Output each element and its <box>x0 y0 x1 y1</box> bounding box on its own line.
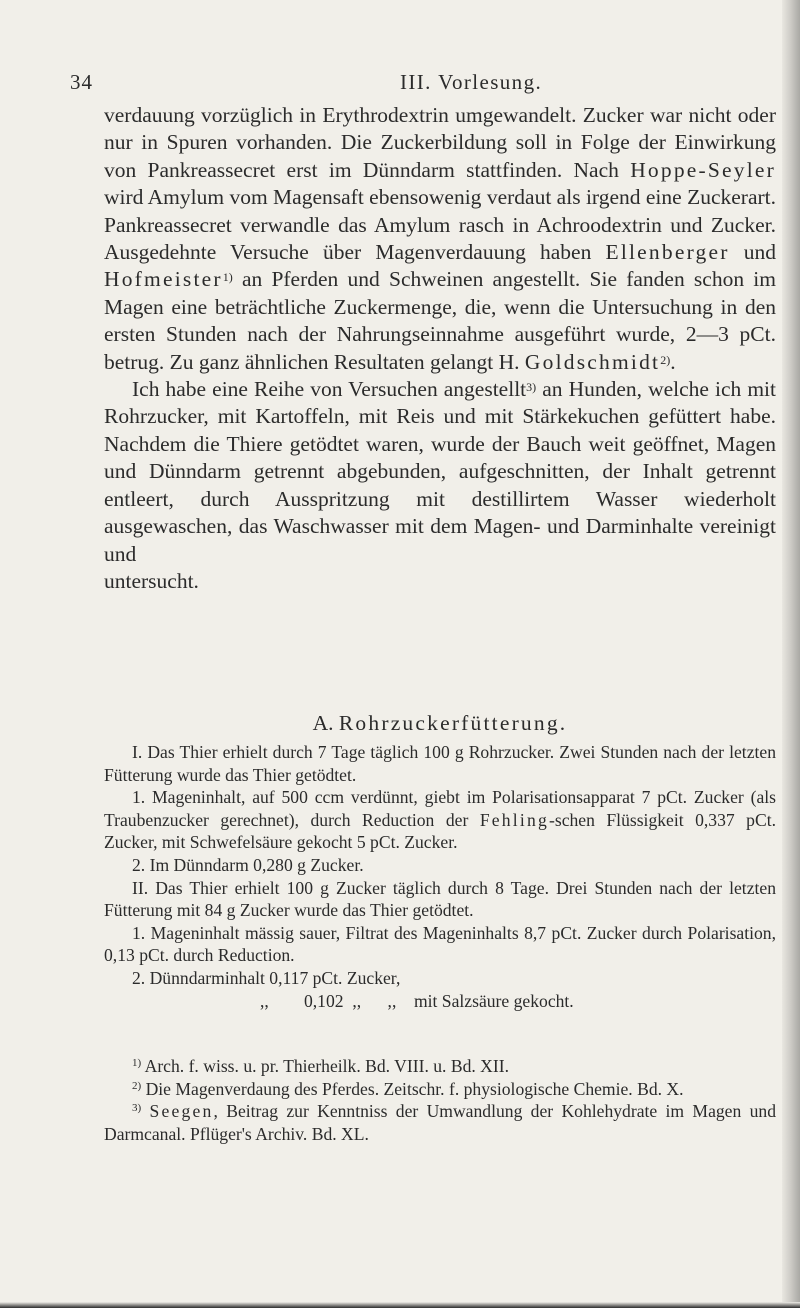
text-run: Ich habe eine Reihe von Versuchen angestellt <box>132 377 527 402</box>
author-name: Seegen <box>149 1101 214 1122</box>
author-name: Fehling <box>479 809 549 830</box>
footnote-text: Arch. f. wiss. u. pr. Thierheilk. Bd. VIII. u. Bd. XII. <box>144 1056 509 1076</box>
section-letter: A. <box>312 711 334 735</box>
footnote-marker: 3) <box>132 1102 142 1115</box>
page-bottom-edge <box>0 1302 800 1308</box>
paragraph-1 <box>104 102 776 376</box>
footnote-reference: 1) <box>222 270 233 285</box>
footnote-2 <box>104 1078 776 1101</box>
experiment-2-item-1: 1. Mageninhalt mässig sauer, Filtrat des Mageninhalts 8,7 pCt. Zucker durch Polarisation, 0,13 pCt. durch Reduction. <box>104 922 776 966</box>
text-run: -schen Flüssigkeit 0,337 pCt. Zucker, mit Schwefelsäure gekocht 5 pCt. Zucker. <box>104 809 777 853</box>
author-name: Ellenberger <box>605 240 730 265</box>
text-run: wird Amylum vom Magensaft ebensowenig verdaut als irgend eine Zuckerart. Pankreassecret verwandle das Amylum rasch in Achroodextrin und Zucker. Ausgedehnte Versuche über Magenverdauung haben <box>104 185 776 265</box>
paragraph-2 <box>104 376 776 595</box>
page-edge-shadow <box>782 0 800 1308</box>
section-heading <box>104 711 776 736</box>
experiment-2: II. Das Thier erhielt 100 g Zucker täglich durch 8 Tage. Drei Stunden nach der letzten Fütterung mit 84 g Zucker wurde das Thier getödtet. <box>104 877 776 921</box>
footnote-text: Die Magenverdaung des Pferdes. Zeitschr. f. physiologische Chemie. Bd. X. <box>145 1078 684 1099</box>
experiment-1: I. Das Thier erhielt durch 7 Tage täglich 100 g Rohrzucker. Zwei Stunden nach der letzten Fütterung wurde das Thier getödtet. <box>104 742 776 785</box>
footnotes <box>104 1055 776 1145</box>
experiment-1-item-2: 2. Im Dünndarm 0,280 g Zucker. <box>132 854 364 875</box>
text-run: 1. Mageninhalt, auf 500 ccm verdünnt, giebt im Polarisationsapparat 7 pCt. Zucker (als Traubenzucker gerechnet), durch Reduction der <box>104 787 776 830</box>
text-run: und <box>743 240 777 265</box>
author-name: Hoppe-Seyler <box>630 157 776 182</box>
footnote-marker: 2) <box>132 1079 142 1092</box>
footnote-3 <box>104 1100 776 1145</box>
experiment-2-item-3: ,, 0,102 ,, ,, mit Salzsäure gekocht. <box>260 990 574 1011</box>
experiment-1-item-1 <box>104 786 776 854</box>
running-head: III. Vorlesung. <box>400 70 543 94</box>
section-title: Rohrzuckerfütterung. <box>338 711 568 735</box>
footnote-reference: 2) <box>660 352 671 367</box>
footnote-reference: 3) <box>526 380 537 395</box>
text-run: an Pferden und Schweinen angestellt. Sie fanden schon im Magen eine beträchtliche Zuckermenge, die, wenn die Untersuchung in den ersten Stunden nach der Nahrungseinnahme ausgeführt wurde, 2—3 pCt. betrug. Zu ganz ähnlichen Resultaten gelangt H. <box>104 267 776 374</box>
experiment-records <box>104 741 776 1012</box>
author-name: Goldschmidt <box>524 349 661 374</box>
text-run: untersucht. <box>104 568 199 593</box>
text-run: . <box>670 349 676 374</box>
text-run: an Hunden, welche ich mit Rohrzucker, mit Kartoffeln, mit Reis und mit Stärkekuchen gefüttert habe. Nachdem die Thiere getödtet waren, wurde der Bauch weit geöffnet, Magen und Dünndarm getrennt abgebunden, aufgeschnitten, der Inhalt getrennt entleert, durch Ausspritzung mit destillirtem Wasser wiederholt ausgewaschen, das Waschwasser mit dem Magen- und Darminhalte vereinigt und <box>104 377 777 566</box>
page-number: 34 <box>70 70 93 94</box>
author-name: Hofmeister <box>104 267 223 292</box>
footnote-marker: 1) <box>132 1057 142 1069</box>
text-run: verdauung vorzüglich in Erythrodextrin umgewandelt. Zucker war nicht oder nur in Spuren vorhanden. Die Zuckerbildung soll in Folge der Einwirkung von Pankreassecret erst im Dünndarm stattfinden. Nach <box>104 103 776 182</box>
experiment-2-item-2: 2. Dünndarminhalt 0,117 pCt. Zucker, <box>132 967 401 988</box>
body-text <box>104 102 776 595</box>
footnote-1 <box>104 1055 776 1078</box>
footnote-text: , Beitrag zur Kenntniss der Umwandlung der Kohlehydrate im Magen und Darmcanal. Pflüger's Archiv. Bd. XL. <box>104 1101 776 1144</box>
